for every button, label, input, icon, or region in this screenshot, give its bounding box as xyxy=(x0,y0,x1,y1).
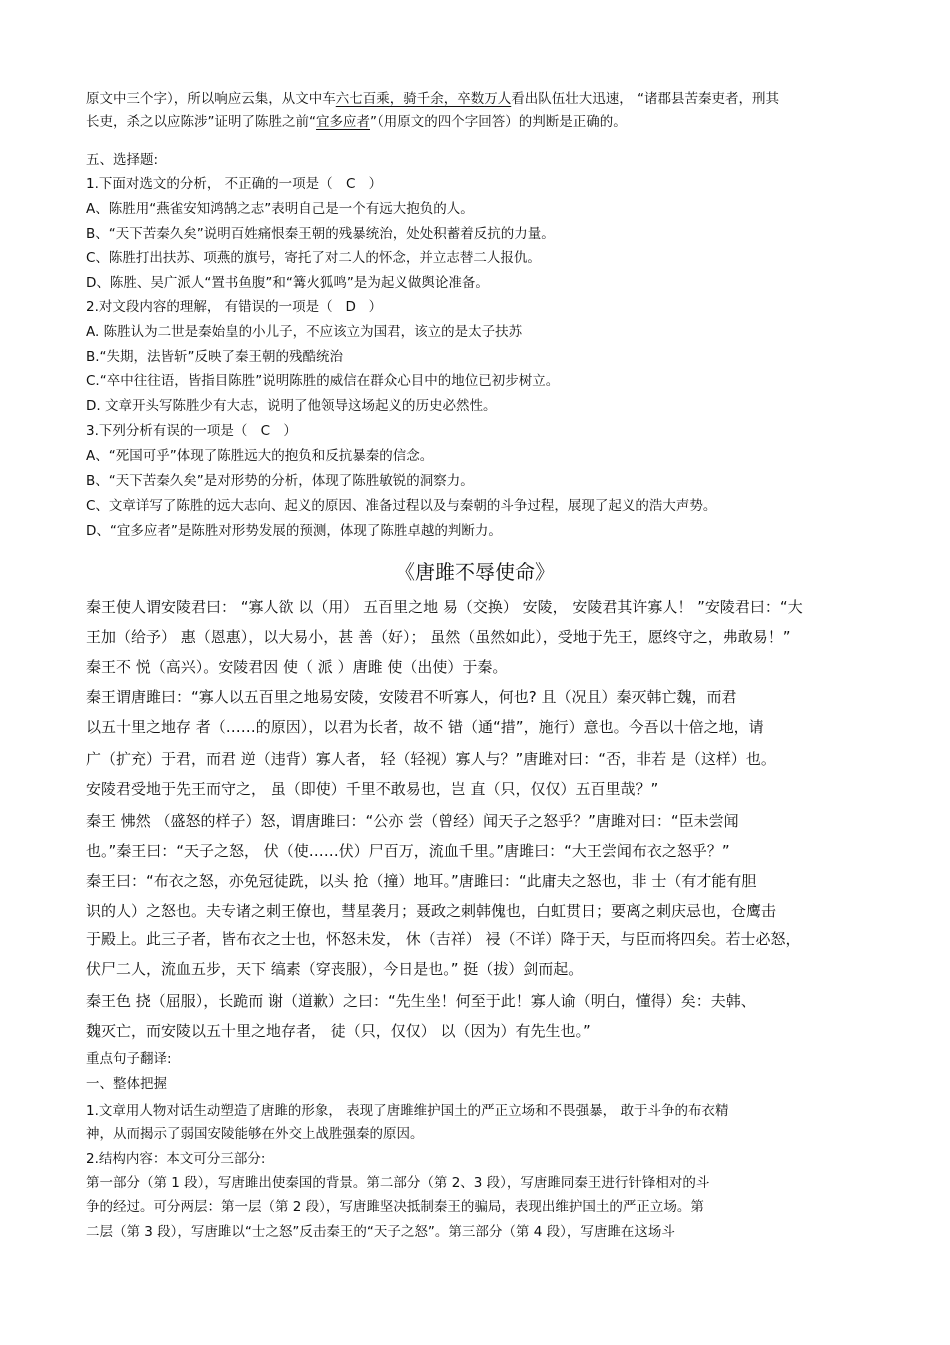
article-line: 识的人）之怒也。夫专诸之刺王僚也，彗星袭月；聂政之刺韩傀也，白虹贯日；要离之刺庆忌也，仓鹰击 xyxy=(86,902,777,920)
notes-line: 神，从而揭示了弱国安陵能够在外交上战胜强秦的原因。 xyxy=(86,1126,424,1142)
option: B、“天下苦秦久矣”说明百姓痛恨秦王朝的残暴统治，处处积蓄着反抗的力量。 xyxy=(86,226,555,242)
option: D、“宜多应者”是陈胜对形势发展的预测，体现了陈胜卓越的判断力。 xyxy=(86,523,502,539)
option: C、文章详写了陈胜的远大志向、起义的原因、准备过程以及与秦朝的斗争过程，展现了起义的浩大声势。 xyxy=(86,498,717,514)
question-1-stem xyxy=(86,175,382,193)
article-title: 《唐雎不辱使命》 xyxy=(395,560,555,584)
notes-line: 重点句子翻译: xyxy=(86,1051,172,1067)
answer-letter: D xyxy=(345,299,356,315)
article-line: 广（扩充）于君，而君 逆（违背）寡人者， 轻（轻视）寡人与？”唐雎对曰：“否，非若 是（这样）也。 xyxy=(86,750,776,768)
notes-line: 二层（第 3 段），写唐雎以“士之怒”反击秦王的“天子之怒”。第三部分（第 4 段），写唐雎在这场斗 xyxy=(86,1224,675,1240)
article-line: 也。”秦王曰：“天子之怒， 伏（使……伏）尸百万，流血千里。”唐雎曰：“大王尝闻布衣之怒乎？” xyxy=(86,842,730,860)
underlined-answer: 宜多应者 xyxy=(316,114,370,130)
text-span: 长吏，杀之以应陈涉”证明了陈胜之前“ xyxy=(86,114,316,130)
bracket: ） xyxy=(368,176,383,192)
option: C、陈胜打出扶苏、项燕的旗号，寄托了对二人的怀念，并立志替二人报仇。 xyxy=(86,250,541,266)
option: D. 文章开头写陈胜少有大志，说明了他领导这场起义的历史必然性。 xyxy=(86,398,497,414)
option: B.“失期，法皆斩”反映了秦王朝的残酷统治 xyxy=(86,349,344,365)
notes-line: 争的经过。可分两层：第一层（第 2 段），写唐雎坚决抵制秦王的骗局，表现出维护国土的严正立场。第 xyxy=(86,1199,704,1215)
notes-line: 1.文章用人物对话生动塑造了唐雎的形象， 表现了唐雎维护国土的严正立场和不畏强暴， 敢于斗争的布衣精 xyxy=(86,1103,729,1119)
notes-line: 一、整体把握 xyxy=(86,1076,167,1092)
text-span: ”（用原文的四个字回答）的判断是正确的。 xyxy=(370,114,627,130)
article-line: 秦王 怫然 （盛怒的样子）怒，谓唐雎曰：“公亦 尝（曾经）闻天子之怒乎？”唐雎对曰：“臣未尝闻 xyxy=(86,812,739,830)
underlined-phrase: 六七百乘，骑千余，卒数万人 xyxy=(335,91,512,107)
option: A、“死国可乎”体现了陈胜远大的抱负和反抗暴秦的信念。 xyxy=(86,448,434,464)
text-span: 原文中三个字），所以响应云集，从文中车 xyxy=(86,91,336,107)
article-line: 魏灭亡，而安陵以五十里之地存者， 徒（只，仅仅） 以（因为）有先生也。” xyxy=(86,1022,591,1040)
notes-line: 第一部分（第 1 段），写唐雎出使秦国的背景。第二部分（第 2、3 段），写唐雎同秦王进行针锋相对的斗 xyxy=(86,1175,710,1191)
article-line: 秦王使人谓安陵君曰： “寡人欲 以（用） 五百里之地 易（交换） 安陵， 安陵君其许寡人！ ”安陵君曰：“大 xyxy=(86,598,803,616)
article-line: 秦王谓唐雎曰：“寡人以五百里之地易安陵，安陵君不听寡人，何也? 且（况且）秦灭韩亡魏，而君 xyxy=(86,688,737,706)
article-line: 秦王曰：“布衣之怒，亦免冠徒跣，以头 抢（撞）地耳。”唐雎曰：“此庸夫之怒也，非 士（有才能有胆 xyxy=(86,872,757,890)
answer-letter: C xyxy=(345,176,356,192)
article-line: 安陵君受地于先王而守之， 虽（即使）千里不敢易也，岂 直（只，仅仅）五百里哉？” xyxy=(86,780,659,798)
article-line: 秦王色 挠（屈服），长跪而 谢（道歉）之曰：“先生坐！何至于此！寡人谕（明白，懂得）矣：夫韩、 xyxy=(86,992,756,1010)
option: D、陈胜、吴广派人“置书鱼腹”和“篝火狐鸣”是为起义做舆论准备。 xyxy=(86,275,489,291)
option: A、陈胜用“燕雀安知鸿鹄之志”表明自己是一个有远大抱负的人。 xyxy=(86,201,474,217)
question-2-stem xyxy=(86,298,382,316)
article-line: 王加（给予） 惠（恩惠），以大易小，甚 善（好）； 虽然（虽然如此），受地于先王，愿终守之，弗敢易！” xyxy=(86,628,791,646)
article-line: 以五十里之地存 者（……的原因），以君为长者，故不 错（通“措”，施行）意也。今吾以十倍之地，请 xyxy=(86,718,764,736)
option: B、“天下苦秦久矣”是对形势的分析，体现了陈胜敏锐的洞察力。 xyxy=(86,473,474,489)
option: C.“卒中往往语，皆指目陈胜”说明陈胜的威信在群众心目中的地位已初步树立。 xyxy=(86,373,560,389)
bracket: ） xyxy=(368,299,383,315)
article-line: 于殿上。此三子者，皆布衣之士也，怀怒未发， 休（吉祥） 祲（不详）降于天，与臣而将四矣。若士必怒， xyxy=(86,930,801,948)
question-text: 1.下面对选文的分析， 不正确的一项是（ xyxy=(86,176,333,192)
answer-letter: C xyxy=(260,423,271,439)
section-heading: 五、选择题: xyxy=(86,152,159,168)
intro-line-1 xyxy=(86,90,779,108)
text-span: 看出队伍壮大迅速， “诸郡县苦秦吏者，刑其 xyxy=(511,91,780,107)
question-text: 2.对文段内容的理解， 有错误的一项是（ xyxy=(86,299,333,315)
question-text: 3.下列分析有误的一项是（ xyxy=(86,423,248,439)
intro-line-2 xyxy=(86,113,627,131)
question-3-stem xyxy=(86,422,297,440)
notes-line: 2.结构内容：本文可分三部分: xyxy=(86,1151,266,1167)
option: A. 陈胜认为二世是秦始皇的小儿子，不应该立为国君，该立的是太子扶苏 xyxy=(86,324,523,340)
bracket: ） xyxy=(283,423,297,439)
article-line: 伏尸二人，流血五步，天下 缟素（穿丧服），今日是也。” 挺（拔）剑而起。 xyxy=(86,960,584,978)
article-line: 秦王不 悦（高兴）。安陵君因 使（ 派 ）唐雎 使（出使）于秦。 xyxy=(86,658,508,676)
